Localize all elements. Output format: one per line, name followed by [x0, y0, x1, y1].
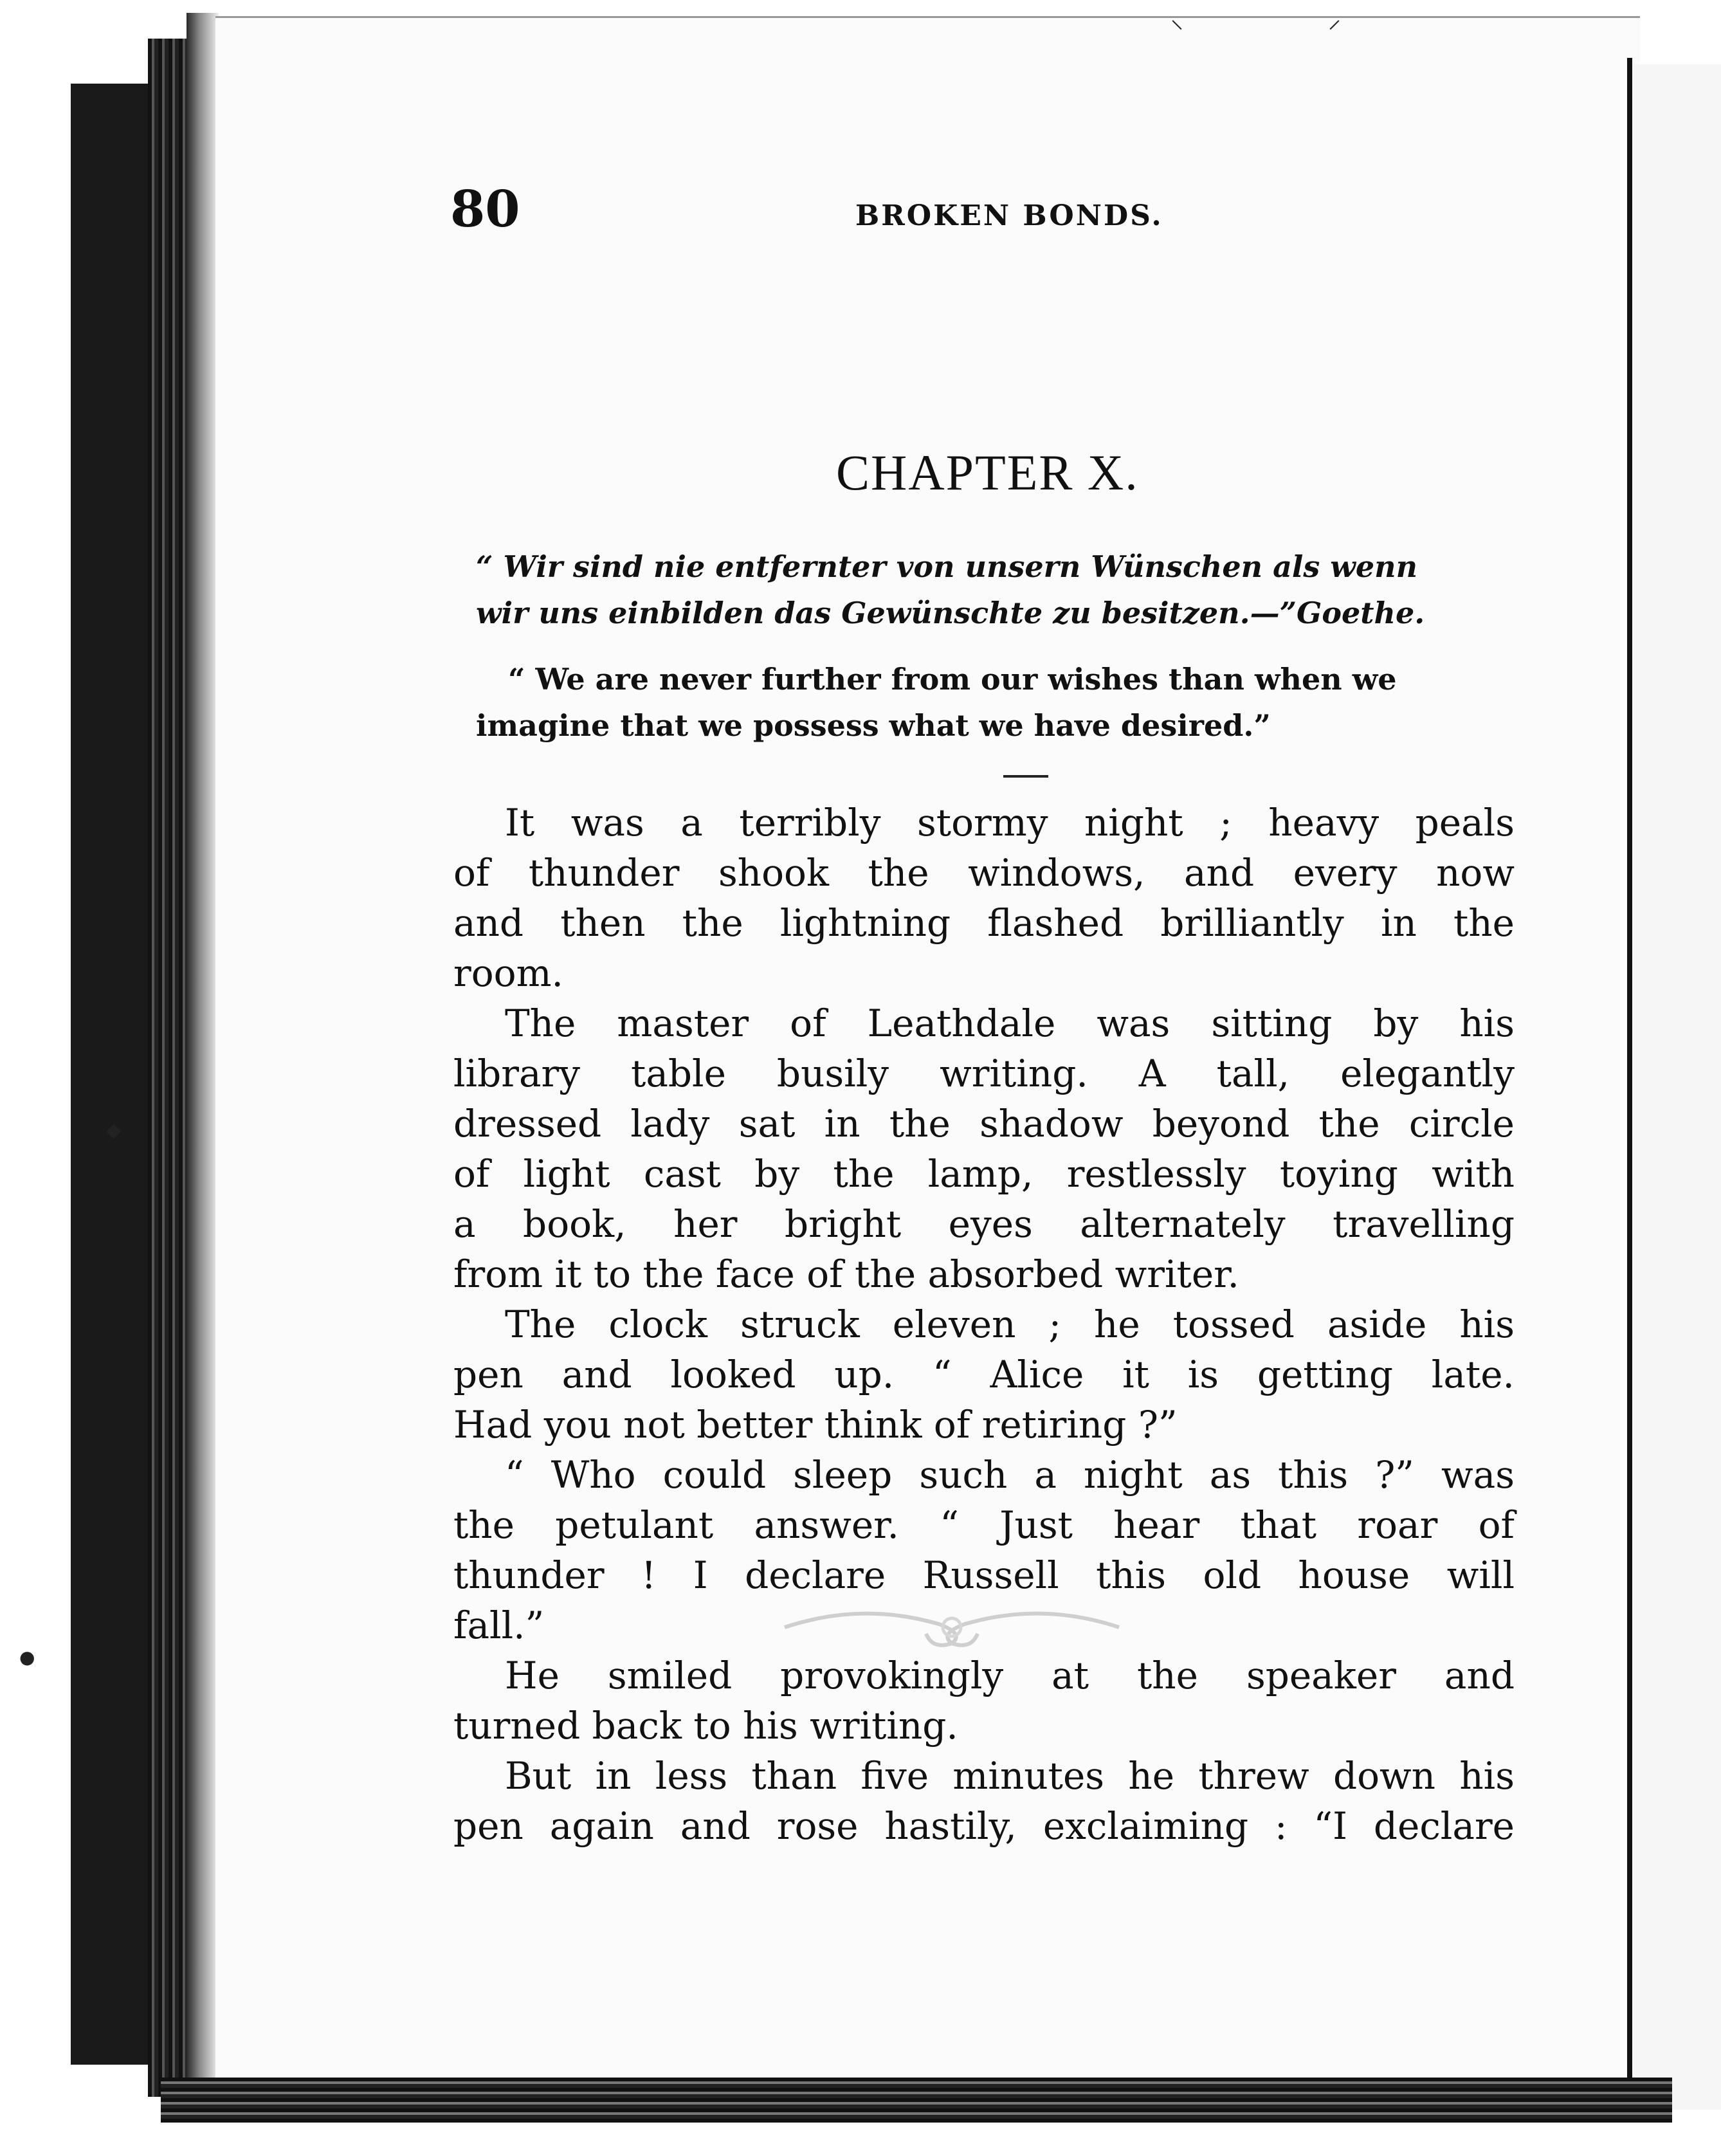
- body-line: from it to the face of the absorbed writer.: [453, 1252, 1239, 1296]
- body-line: of thunder shook the windows, and every now: [453, 851, 1515, 895]
- epigraph-line: “ We are never further from our wishes than when we: [508, 662, 1397, 697]
- epigraph-line: imagine that we possess what we have desired.”: [476, 708, 1271, 743]
- epigraph-line: “ Wir sind nie entfernter von unsern Wünschen als wenn: [476, 549, 1418, 584]
- epigraph-english: [476, 656, 1511, 749]
- scan-speck: ●: [19, 1647, 35, 1668]
- scan-speck: ⸜: [1170, 5, 1183, 34]
- body-line: fall.”: [453, 1603, 545, 1647]
- scan-speck: ◆: [106, 1119, 122, 1142]
- body-line: But in less than five minutes he threw down his: [505, 1754, 1515, 1798]
- scan-speck: ⸝: [1328, 5, 1341, 34]
- page-number: 80: [450, 180, 520, 239]
- epigraph-line: wir uns einbilden das Gewünschte zu besitzen.—”Goethe.: [476, 596, 1425, 630]
- body-line: the petulant answer. “ Just hear that roar of: [453, 1503, 1515, 1547]
- epigraph-separator-rule: [1003, 775, 1048, 778]
- page-divider: [1627, 58, 1632, 2116]
- facing-page-edge: [1634, 64, 1721, 2110]
- ornament-bleed-through: [772, 1589, 1132, 1659]
- body-line: “ Who could sleep such a night as this ?” was: [505, 1453, 1515, 1497]
- body-line: room.: [453, 951, 563, 995]
- chapter-title: CHAPTER X.: [836, 444, 1139, 500]
- epigraph-german: [476, 544, 1511, 636]
- body-line: of light cast by the lamp, restlessly toying with: [453, 1152, 1515, 1196]
- body-line: The master of Leathdale was sitting by his: [505, 1001, 1515, 1045]
- body-line: turned back to his writing.: [453, 1704, 958, 1748]
- body-text: [453, 798, 1515, 1851]
- running-title: BROKEN BONDS.: [855, 199, 1163, 232]
- body-line: dressed lady sat in the shadow beyond the circle: [453, 1102, 1515, 1146]
- running-header: [450, 180, 1479, 238]
- page-gutter: [187, 13, 219, 2110]
- page-stack-edge: [148, 39, 187, 2097]
- body-line: thunder ! I declare Russell this old house will: [453, 1553, 1515, 1597]
- page-bottom-stack: [161, 2078, 1672, 2123]
- body-line: library table busily writing. A tall, elegantly: [453, 1052, 1515, 1095]
- body-line: Had you not better think of retiring ?”: [453, 1403, 1178, 1447]
- body-line: He smiled provokingly at the speaker and: [505, 1654, 1515, 1697]
- body-line: a book, her bright eyes alternately travelling: [453, 1202, 1515, 1246]
- body-line: The clock struck eleven ; he tossed aside his: [505, 1302, 1515, 1346]
- body-line: pen again and rose hastily, exclaiming : “I declare: [453, 1804, 1515, 1848]
- body-line: It was a terribly stormy night ; heavy peals: [505, 801, 1515, 845]
- body-line: pen and looked up. “ Alice it is getting late.: [453, 1353, 1515, 1396]
- body-line: and then the lightning flashed brilliantly in the: [453, 901, 1515, 945]
